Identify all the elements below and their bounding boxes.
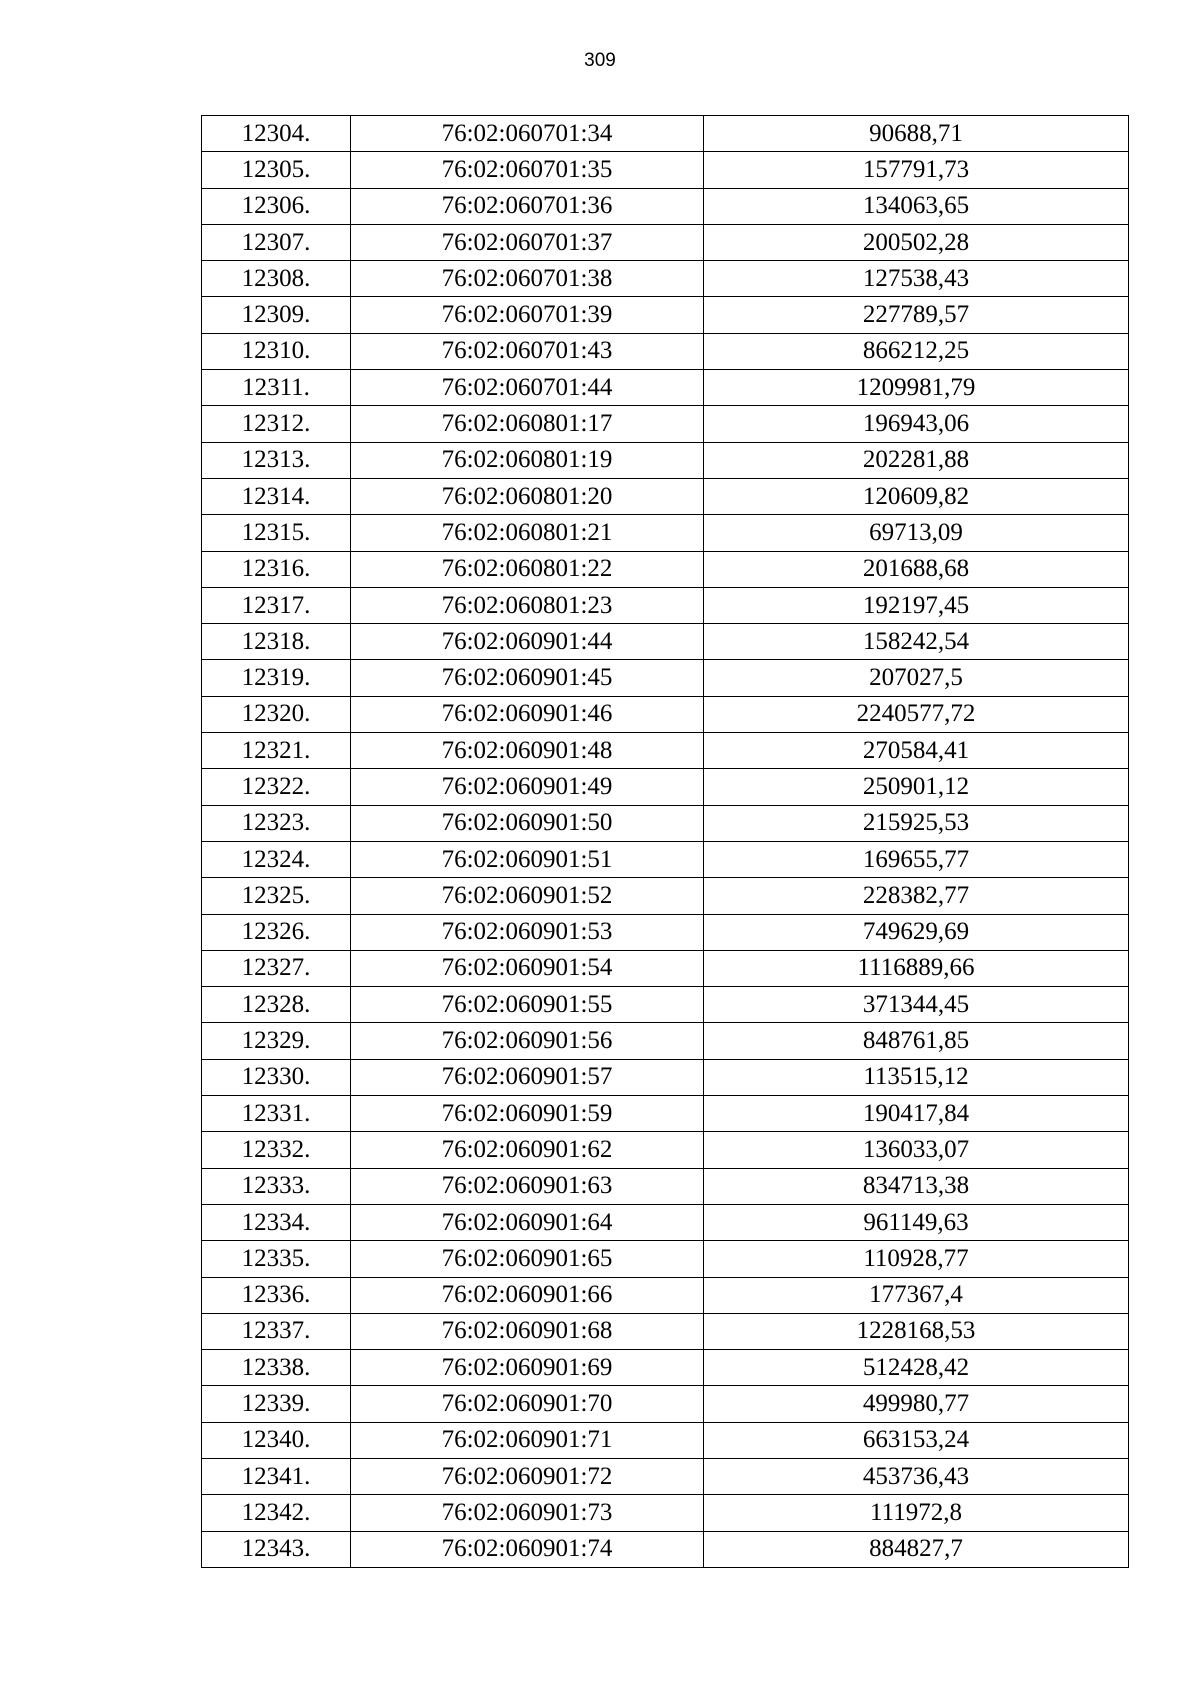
table-row xyxy=(202,152,1129,188)
table-row xyxy=(202,950,1129,986)
table-row xyxy=(202,442,1129,478)
row-number-cell: 12326. xyxy=(202,914,351,950)
table-row xyxy=(202,914,1129,950)
cadastral-value-cell: 215925,53 xyxy=(704,805,1129,841)
cadastral-number-cell: 76:02:060901:46 xyxy=(351,696,704,732)
cadastral-number-cell: 76:02:060901:68 xyxy=(351,1313,704,1349)
cadastral-value-cell: 202281,88 xyxy=(704,442,1129,478)
row-number-cell: 12309. xyxy=(202,297,351,333)
cadastral-number-cell: 76:02:060901:73 xyxy=(351,1495,704,1531)
row-number-cell: 12319. xyxy=(202,660,351,696)
row-number-cell: 12336. xyxy=(202,1277,351,1313)
cadastral-number-cell: 76:02:060901:49 xyxy=(351,769,704,805)
table-row xyxy=(202,406,1129,442)
cadastral-number-cell: 76:02:060801:22 xyxy=(351,551,704,587)
cadastral-value-cell: 157791,73 xyxy=(704,152,1129,188)
cadastral-value-cell: 158242,54 xyxy=(704,624,1129,660)
cadastral-value-cell: 90688,71 xyxy=(704,116,1129,152)
row-number-cell: 12343. xyxy=(202,1531,351,1567)
table-row xyxy=(202,1495,1129,1531)
table-row xyxy=(202,805,1129,841)
cadastral-value-cell: 749629,69 xyxy=(704,914,1129,950)
cadastral-value-cell: 270584,41 xyxy=(704,733,1129,769)
cadastral-number-cell: 76:02:060901:51 xyxy=(351,841,704,877)
cadastral-number-cell: 76:02:060901:69 xyxy=(351,1350,704,1386)
row-number-cell: 12304. xyxy=(202,116,351,152)
row-number-cell: 12331. xyxy=(202,1096,351,1132)
table-row xyxy=(202,261,1129,297)
cadastral-value-cell: 453736,43 xyxy=(704,1458,1129,1494)
cadastral-number-cell: 76:02:060901:63 xyxy=(351,1168,704,1204)
row-number-cell: 12314. xyxy=(202,478,351,514)
table-row xyxy=(202,188,1129,224)
cadastral-value-table xyxy=(201,115,1129,1568)
cadastral-number-cell: 76:02:060901:45 xyxy=(351,660,704,696)
row-number-cell: 12321. xyxy=(202,733,351,769)
table-row xyxy=(202,987,1129,1023)
cadastral-value-cell: 512428,42 xyxy=(704,1350,1129,1386)
table-row xyxy=(202,878,1129,914)
table-row xyxy=(202,1422,1129,1458)
row-number-cell: 12334. xyxy=(202,1204,351,1240)
cadastral-value-cell: 120609,82 xyxy=(704,478,1129,514)
table-row xyxy=(202,1386,1129,1422)
cadastral-number-cell: 76:02:060901:54 xyxy=(351,950,704,986)
table-row xyxy=(202,1204,1129,1240)
cadastral-number-cell: 76:02:060901:62 xyxy=(351,1132,704,1168)
row-number-cell: 12339. xyxy=(202,1386,351,1422)
table-row xyxy=(202,478,1129,514)
row-number-cell: 12308. xyxy=(202,261,351,297)
row-number-cell: 12305. xyxy=(202,152,351,188)
cadastral-number-cell: 76:02:060901:72 xyxy=(351,1458,704,1494)
row-number-cell: 12332. xyxy=(202,1132,351,1168)
table-row xyxy=(202,224,1129,260)
row-number-cell: 12315. xyxy=(202,515,351,551)
table-row xyxy=(202,1023,1129,1059)
cadastral-number-cell: 76:02:060701:44 xyxy=(351,370,704,406)
cadastral-number-cell: 76:02:060901:66 xyxy=(351,1277,704,1313)
table-row xyxy=(202,587,1129,623)
cadastral-value-cell: 1209981,79 xyxy=(704,370,1129,406)
cadastral-value-cell: 228382,77 xyxy=(704,878,1129,914)
table-row xyxy=(202,1458,1129,1494)
cadastral-value-cell: 113515,12 xyxy=(704,1059,1129,1095)
cadastral-number-cell: 76:02:060901:71 xyxy=(351,1422,704,1458)
cadastral-value-cell: 227789,57 xyxy=(704,297,1129,333)
table-row xyxy=(202,624,1129,660)
row-number-cell: 12335. xyxy=(202,1241,351,1277)
cadastral-number-cell: 76:02:060701:36 xyxy=(351,188,704,224)
cadastral-number-cell: 76:02:060901:57 xyxy=(351,1059,704,1095)
row-number-cell: 12338. xyxy=(202,1350,351,1386)
cadastral-number-cell: 76:02:060801:21 xyxy=(351,515,704,551)
table-body xyxy=(202,116,1129,1568)
cadastral-number-cell: 76:02:060701:43 xyxy=(351,333,704,369)
cadastral-value-cell: 196943,06 xyxy=(704,406,1129,442)
cadastral-number-cell: 76:02:060701:35 xyxy=(351,152,704,188)
cadastral-value-cell: 177367,4 xyxy=(704,1277,1129,1313)
cadastral-number-cell: 76:02:060801:23 xyxy=(351,587,704,623)
row-number-cell: 12330. xyxy=(202,1059,351,1095)
cadastral-value-cell: 2240577,72 xyxy=(704,696,1129,732)
row-number-cell: 12318. xyxy=(202,624,351,660)
cadastral-value-cell: 250901,12 xyxy=(704,769,1129,805)
cadastral-value-cell: 69713,09 xyxy=(704,515,1129,551)
cadastral-value-cell: 201688,68 xyxy=(704,551,1129,587)
cadastral-number-cell: 76:02:060701:38 xyxy=(351,261,704,297)
cadastral-number-cell: 76:02:060901:53 xyxy=(351,914,704,950)
cadastral-number-cell: 76:02:060901:74 xyxy=(351,1531,704,1567)
row-number-cell: 12317. xyxy=(202,587,351,623)
cadastral-number-cell: 76:02:060901:48 xyxy=(351,733,704,769)
table-row xyxy=(202,1096,1129,1132)
row-number-cell: 12325. xyxy=(202,878,351,914)
cadastral-number-cell: 76:02:060901:59 xyxy=(351,1096,704,1132)
table-row xyxy=(202,370,1129,406)
cadastral-number-cell: 76:02:060901:56 xyxy=(351,1023,704,1059)
table-row xyxy=(202,515,1129,551)
cadastral-value-cell: 884827,7 xyxy=(704,1531,1129,1567)
table-row xyxy=(202,660,1129,696)
cadastral-number-cell: 76:02:060901:65 xyxy=(351,1241,704,1277)
cadastral-value-cell: 866212,25 xyxy=(704,333,1129,369)
table-row xyxy=(202,1059,1129,1095)
table-row xyxy=(202,1313,1129,1349)
row-number-cell: 12306. xyxy=(202,188,351,224)
cadastral-number-cell: 76:02:060901:70 xyxy=(351,1386,704,1422)
row-number-cell: 12312. xyxy=(202,406,351,442)
row-number-cell: 12324. xyxy=(202,841,351,877)
table-row xyxy=(202,1277,1129,1313)
cadastral-value-cell: 190417,84 xyxy=(704,1096,1129,1132)
row-number-cell: 12342. xyxy=(202,1495,351,1531)
table-row xyxy=(202,1350,1129,1386)
cadastral-value-cell: 1228168,53 xyxy=(704,1313,1129,1349)
cadastral-value-cell: 134063,65 xyxy=(704,188,1129,224)
row-number-cell: 12320. xyxy=(202,696,351,732)
row-number-cell: 12316. xyxy=(202,551,351,587)
cadastral-number-cell: 76:02:060701:34 xyxy=(351,116,704,152)
cadastral-value-cell: 192197,45 xyxy=(704,587,1129,623)
row-number-cell: 12340. xyxy=(202,1422,351,1458)
cadastral-value-cell: 207027,5 xyxy=(704,660,1129,696)
row-number-cell: 12322. xyxy=(202,769,351,805)
table-row xyxy=(202,116,1129,152)
cadastral-value-cell: 136033,07 xyxy=(704,1132,1129,1168)
table-row xyxy=(202,769,1129,805)
cadastral-number-cell: 76:02:060801:17 xyxy=(351,406,704,442)
table-row xyxy=(202,333,1129,369)
cadastral-value-cell: 110928,77 xyxy=(704,1241,1129,1277)
page-number: 309 xyxy=(584,50,616,71)
cadastral-number-cell: 76:02:060901:50 xyxy=(351,805,704,841)
table-row xyxy=(202,1531,1129,1567)
cadastral-number-cell: 76:02:060901:55 xyxy=(351,987,704,1023)
cadastral-value-cell: 834713,38 xyxy=(704,1168,1129,1204)
row-number-cell: 12337. xyxy=(202,1313,351,1349)
table-row xyxy=(202,696,1129,732)
row-number-cell: 12341. xyxy=(202,1458,351,1494)
cadastral-value-cell: 663153,24 xyxy=(704,1422,1129,1458)
table-row xyxy=(202,551,1129,587)
cadastral-number-cell: 76:02:060901:44 xyxy=(351,624,704,660)
cadastral-number-cell: 76:02:060901:64 xyxy=(351,1204,704,1240)
row-number-cell: 12323. xyxy=(202,805,351,841)
table-row xyxy=(202,1241,1129,1277)
row-number-cell: 12310. xyxy=(202,333,351,369)
row-number-cell: 12329. xyxy=(202,1023,351,1059)
cadastral-value-cell: 371344,45 xyxy=(704,987,1129,1023)
cadastral-number-cell: 76:02:060701:39 xyxy=(351,297,704,333)
cadastral-value-cell: 111972,8 xyxy=(704,1495,1129,1531)
cadastral-value-cell: 1116889,66 xyxy=(704,950,1129,986)
table-row xyxy=(202,297,1129,333)
row-number-cell: 12313. xyxy=(202,442,351,478)
cadastral-value-cell: 961149,63 xyxy=(704,1204,1129,1240)
cadastral-value-cell: 169655,77 xyxy=(704,841,1129,877)
table-row xyxy=(202,733,1129,769)
cadastral-number-cell: 76:02:060801:20 xyxy=(351,478,704,514)
table-row xyxy=(202,841,1129,877)
row-number-cell: 12333. xyxy=(202,1168,351,1204)
row-number-cell: 12328. xyxy=(202,987,351,1023)
cadastral-number-cell: 76:02:060901:52 xyxy=(351,878,704,914)
cadastral-number-cell: 76:02:060701:37 xyxy=(351,224,704,260)
cadastral-value-cell: 200502,28 xyxy=(704,224,1129,260)
row-number-cell: 12311. xyxy=(202,370,351,406)
cadastral-value-cell: 848761,85 xyxy=(704,1023,1129,1059)
row-number-cell: 12327. xyxy=(202,950,351,986)
cadastral-value-cell: 499980,77 xyxy=(704,1386,1129,1422)
table-row xyxy=(202,1132,1129,1168)
row-number-cell: 12307. xyxy=(202,224,351,260)
cadastral-number-cell: 76:02:060801:19 xyxy=(351,442,704,478)
table-row xyxy=(202,1168,1129,1204)
cadastral-value-cell: 127538,43 xyxy=(704,261,1129,297)
